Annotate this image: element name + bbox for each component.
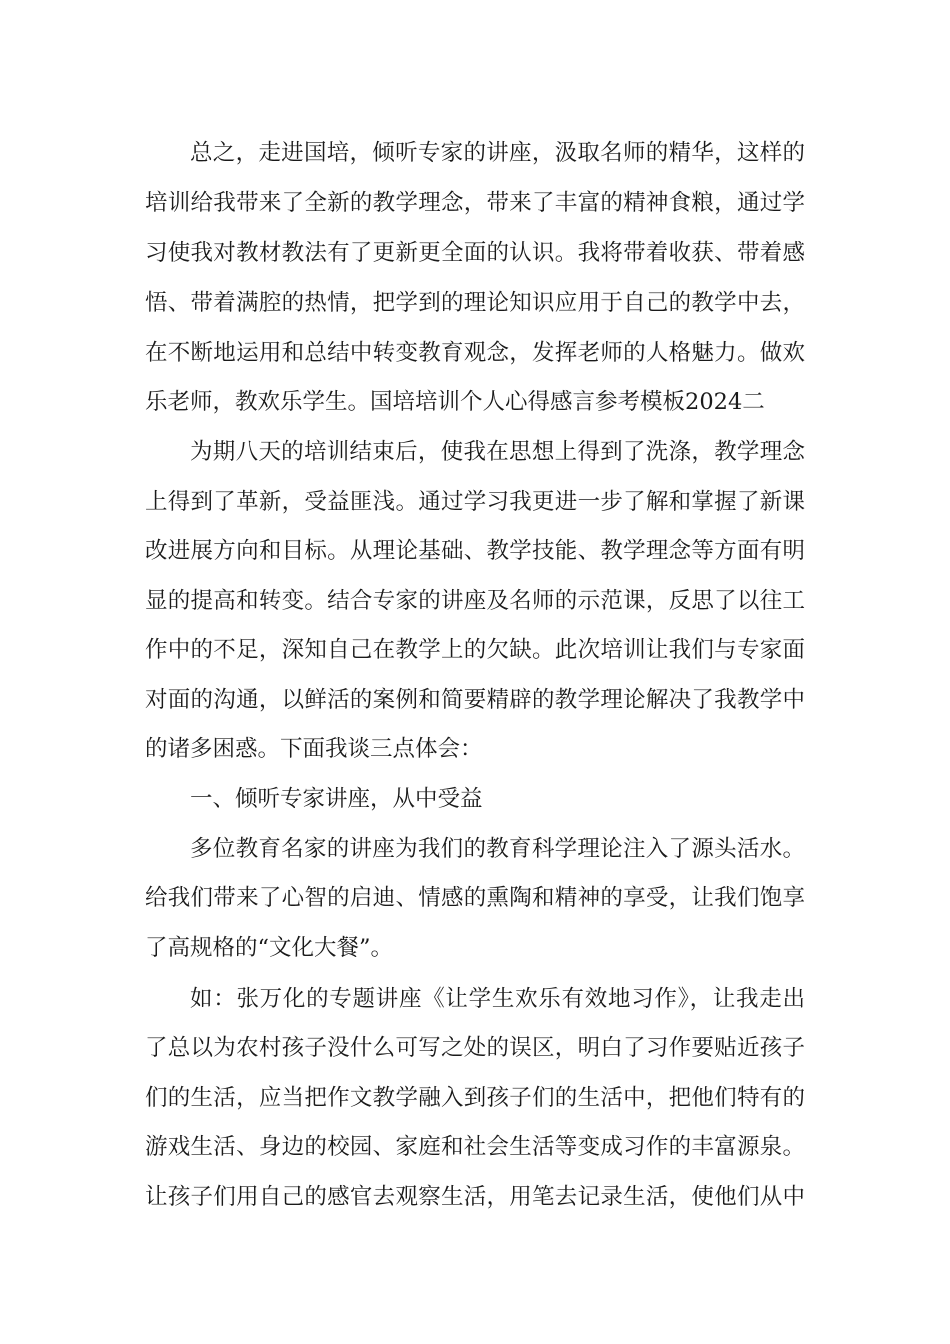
text-line: 培训给我带来了全新的教学理念，带来了丰富的精神食粮，通过学 [145,190,805,216]
text-line: 悟、带着满腔的热情，把学到的理论知识应用于自己的教学中去， [145,290,805,316]
text-line: 作中的不足，深知自己在教学上的欠缺。此次培训让我们与专家面 [145,637,805,663]
text-line: 显的提高和转变。结合专家的讲座及名师的示范课，反思了以往工 [145,588,805,614]
text-line: 让孩子们用自己的感官去观察生活，用笔去记录生活，使他们从中 [145,1184,805,1210]
text-line: 在不断地运用和总结中转变教育观念，发挥老师的人格魅力。做欢 [145,340,805,366]
text-line: 了总以为农村孩子没什么可写之处的误区，明白了习作要贴近孩子 [145,1035,805,1061]
text-line: 乐老师，教欢乐学生。国培培训个人心得感言参考模板2024二 [145,389,765,415]
text-line: 给我们带来了心智的启迪、情感的熏陶和精神的享受，让我们饱享 [145,885,805,911]
text-line: 们的生活，应当把作文教学融入到孩子们的生活中，把他们特有的 [145,1085,805,1111]
text-line: 如：张万化的专题讲座《让学生欢乐有效地习作》，让我走出 [190,986,805,1012]
text-line: 改进展方向和目标。从理论基础、教学技能、教学理念等方面有明 [145,538,805,564]
text-line: 为期八天的培训结束后，使我在思想上得到了洗涤，教学理念 [190,439,805,465]
text-line: 游戏生活、身边的校园、家庭和社会生活等变成习作的丰富源泉。 [145,1134,805,1160]
text-line: 习使我对教材教法有了更新更全面的认识。我将带着收获、带着感 [145,240,805,266]
section-heading: 一、倾听专家讲座，从中受益 [190,786,483,812]
text-line: 上得到了革新，受益匪浅。通过学习我更进一步了解和掌握了新课 [145,489,805,515]
text-line: 对面的沟通，以鲜活的案例和简要精辟的教学理论解决了我教学中 [145,687,805,713]
text-line: 总之，走进国培，倾听专家的讲座，汲取名师的精华，这样的 [190,140,805,166]
text-line: 了高规格的“文化大餐”。 [145,935,394,961]
text-line: 的诸多困惑。下面我谈三点体会： [145,736,483,762]
text-line: 多位教育名家的讲座为我们的教育科学理论注入了源头活水。 [190,836,805,862]
